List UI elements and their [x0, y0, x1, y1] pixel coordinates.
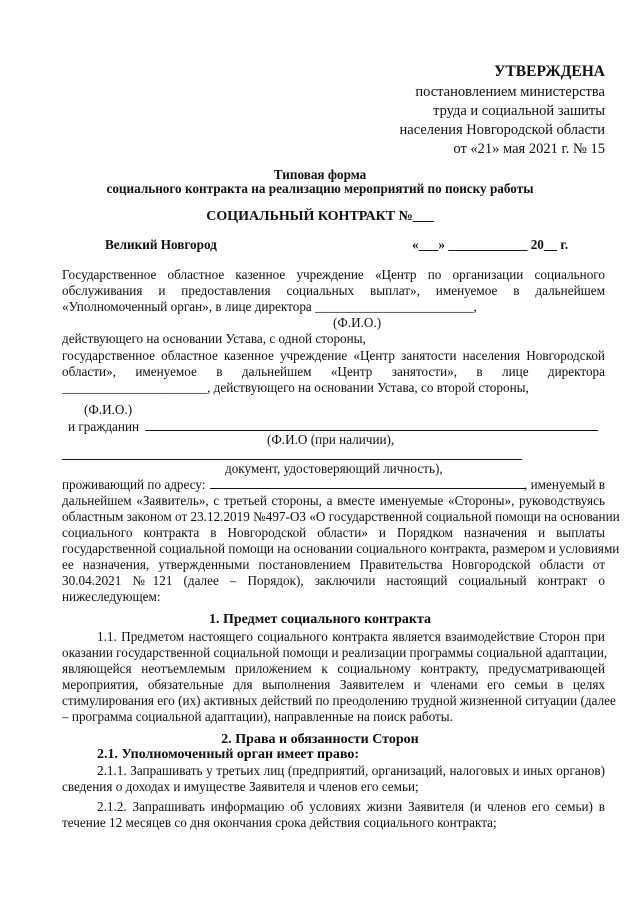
- address-label: проживающий по адресу:: [62, 477, 206, 492]
- citizen-label: и гражданин: [68, 419, 140, 434]
- fio-caption: (Ф.И.О.): [84, 402, 133, 417]
- clause-2-1-2-cont: течение 12 месяцев со дня окончания срока действия социального контракта;: [62, 815, 497, 830]
- approval-date: от «21» мая 2021 г. № 15: [453, 141, 605, 157]
- address-line: [210, 488, 525, 489]
- id-document-line: [62, 459, 522, 460]
- contract-heading: СОЦИАЛЬНЫЙ КОНТРАКТ №___: [206, 209, 434, 224]
- section-1-line: мероприятия, обязательные для выполнения Заявителем и членами его семьи в целях: [62, 677, 605, 692]
- section-1-line: оказании государственной социальной помощи и реализации программы социальной адаптации,: [62, 645, 608, 660]
- fio-caption: (Ф.И.О (при наличии),: [267, 432, 395, 447]
- preamble-line: государственной социальной помощи на основании социального контракта, размером и условиями: [62, 541, 620, 556]
- form-title: Типовая форма: [273, 167, 367, 182]
- preamble-line: ее назначения, утвержденными постановлением Правительства Новгородской области от: [62, 557, 605, 572]
- approval-line: населения Новгородской области: [399, 122, 605, 138]
- contract-date: «___» ____________ 20__ г.: [412, 237, 569, 252]
- preamble-line: 30.04.2021 №121 (далее – Порядок), заключили настоящий социальный контракт о: [62, 573, 605, 588]
- preamble-line: действующего на основании Устава, с одной стороны,: [62, 331, 366, 346]
- fio-caption: (Ф.И.О.): [333, 315, 382, 330]
- preamble-line: ______________________, действующего на основании Устава, со второй стороны,: [62, 380, 529, 395]
- section-1-heading: 1. Предмет социального контракта: [208, 612, 432, 627]
- preamble-line: , именуемый в: [524, 477, 605, 492]
- section-2-heading: 2. Права и обязанности Сторон: [221, 732, 419, 747]
- preamble-line: области», именуемое в дальнейшем «Центр занятости», в лице директора: [62, 364, 605, 379]
- preamble-line: государственное областное казенное учреждение «Центр занятости населения Новгородской: [62, 348, 605, 363]
- section-1-line: 1.1. Предметом настоящего социального контракта является взаимодействие Сторон при: [97, 629, 605, 644]
- citizen-name-line: [145, 430, 598, 431]
- approval-line: постановлением министерства: [415, 84, 605, 100]
- clause-2-1-1: 2.1.1. Запрашивать у третьих лиц (предприятий, организаций, налоговых и иных органов): [97, 763, 605, 778]
- preamble-line: областным законом от 23.12.2019 №497-ОЗ «О государственной социальной помощи на основании: [62, 509, 620, 524]
- section-2-1-heading: 2.1. Уполномоченный орган имеет право:: [97, 747, 359, 762]
- preamble-line: нижеследующем:: [62, 589, 161, 604]
- clause-2-1-2: 2.1.2. Запрашивать информацию об условиях жизни Заявителя (и членов его семьи) в: [97, 799, 605, 814]
- approval-heading: УТВЕРЖДЕНА: [494, 63, 605, 80]
- clause-2-1-1-cont: сведения о доходах и имуществе Заявителя и членов его семьи;: [62, 779, 419, 794]
- section-1-line: являющейся неотъемлемым приложением к социальному контракту, предусматривающей: [62, 661, 605, 676]
- preamble-line: «Уполномоченный орган», в лице директора ________________________,: [62, 299, 477, 314]
- preamble-line: социального контракта в Новгородской области» и Порядком назначения и выплаты: [62, 525, 605, 540]
- preamble-line: дальнейшем «Заявитель», с третьей стороны, а вместе именуемые «Стороны», руководствуясь: [62, 493, 605, 508]
- form-subtitle: социального контракта на реализацию мероприятий по поиску работы: [106, 181, 534, 196]
- contract-place: Великий Новгород: [105, 237, 217, 252]
- section-1-line: стимулирования его (их) активных действий по преодолению трудной жизненной ситуации (далее: [62, 693, 616, 708]
- preamble-line: Государственное областное казенное учреждение «Центр по организации социального: [62, 267, 605, 282]
- approval-line: труда и социальной зашиты: [433, 103, 605, 119]
- id-document-caption: документ, удостоверяющий личность),: [225, 461, 443, 476]
- section-1-line: – программа социальной адаптации), направленные на поиск работы.: [62, 709, 453, 724]
- preamble-line: обслуживания и предоставления социальных выплат», именуемое в дальнейшем: [62, 283, 605, 298]
